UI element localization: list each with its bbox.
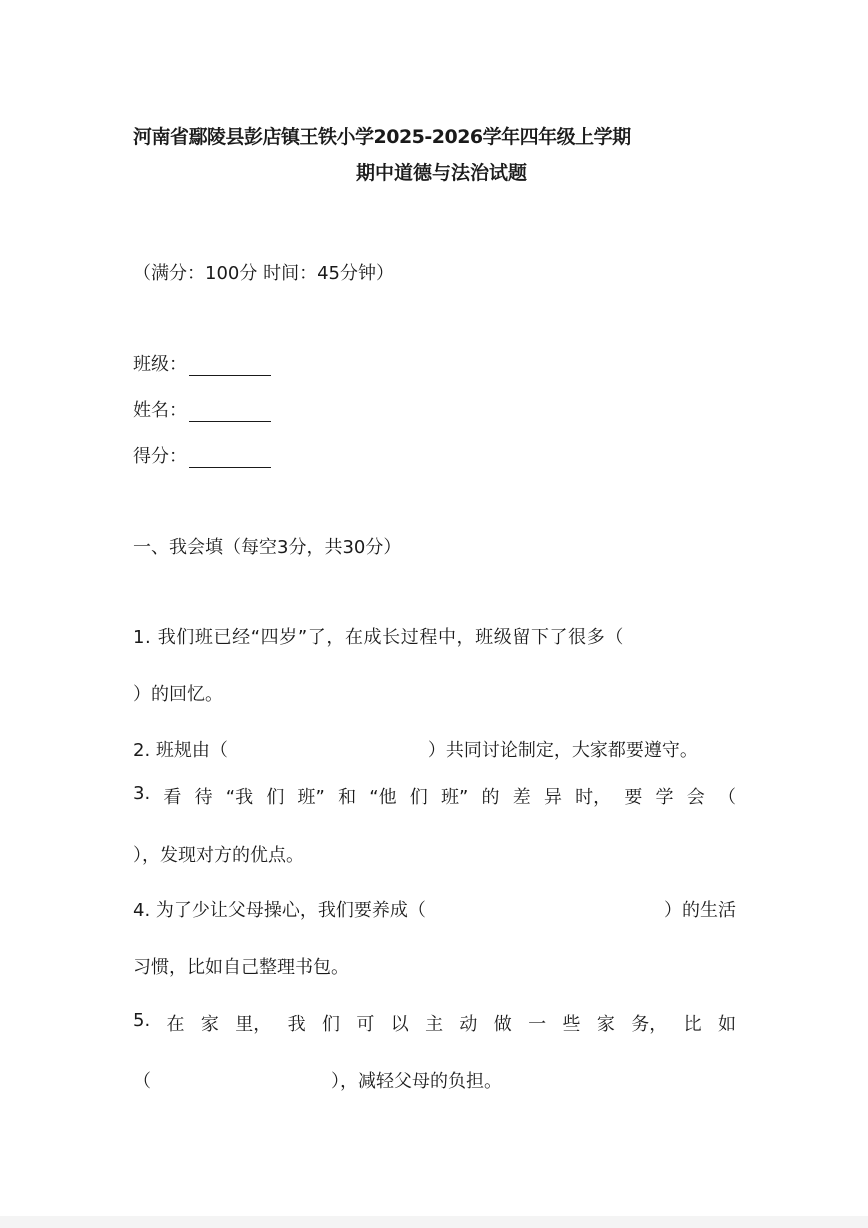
question-2: [133, 736, 736, 762]
question-5-end: ），减轻父母的负担。: [331, 1071, 502, 1092]
name-blank[interactable]: [189, 401, 271, 422]
class-blank[interactable]: [189, 355, 271, 376]
question-3-line1: [133, 783, 736, 809]
exam-title-line1: 河南省鄢陵县彭店镇王铁小学2025-2026学年四年级上学期: [133, 126, 631, 148]
q3-char: 班”: [297, 787, 325, 808]
class-label: 班级：: [133, 354, 187, 375]
section-heading: 一、我会填（每空3分，共30分）: [133, 537, 402, 558]
exam-title-line2: 期中道德与法治试题: [356, 162, 528, 184]
q5-char: 如: [717, 1014, 736, 1035]
q3-char: 班”: [441, 787, 469, 808]
question-1-line1: 1. 我们班已经“四岁”了，在成长过程中，班级留下了很多（: [133, 627, 624, 648]
q3-char: “他: [369, 787, 397, 808]
question-4-end: ）的生活: [664, 900, 736, 921]
question-5-open: （: [133, 1071, 151, 1092]
exam-meta: （满分：100分 时间：45分钟）: [133, 263, 394, 284]
q3-char: 时，: [575, 787, 612, 808]
question-2-start: 2. 班规由（: [133, 740, 228, 761]
q3-char: 学: [655, 787, 674, 808]
q3-char: 的: [481, 787, 500, 808]
question-1-line2: ）的回忆。: [133, 684, 223, 705]
question-4-line1: [133, 896, 736, 922]
q5-char: 里，: [235, 1014, 272, 1035]
score-blank[interactable]: [189, 447, 271, 468]
name-field: [133, 396, 271, 422]
q3-char: 们: [266, 787, 285, 808]
q3-char: 异: [543, 787, 562, 808]
q5-char: 以: [390, 1014, 409, 1035]
q5-char: 家: [200, 1014, 219, 1035]
q3-char: 和: [338, 787, 357, 808]
q5-char: 主: [425, 1014, 444, 1035]
q5-char: 做: [493, 1014, 512, 1035]
q5-char: 些: [562, 1014, 581, 1035]
name-label: 姓名：: [133, 400, 187, 421]
q5-char: 一: [528, 1014, 547, 1035]
q5-char: 动: [459, 1014, 478, 1035]
question-4-start: 4. 为了少让父母操心，我们要养成（: [133, 900, 426, 921]
q5-char: 在: [166, 1014, 185, 1035]
q5-char: 可: [356, 1014, 375, 1035]
class-field: [133, 350, 271, 376]
question-4-line2: 习惯，比如自己整理书包。: [133, 957, 349, 978]
page-bottom-edge: [0, 1216, 868, 1228]
q5-char: 务，: [631, 1014, 668, 1035]
score-label: 得分：: [133, 446, 187, 467]
score-field: [133, 442, 271, 468]
q5-char: 们: [321, 1014, 340, 1035]
question-3-line2: ），发现对方的优点。: [133, 845, 304, 866]
q3-char: 们: [409, 787, 428, 808]
q3-char: 差: [512, 787, 531, 808]
q5-char: 我: [287, 1014, 306, 1035]
q3-char: 看: [163, 787, 182, 808]
question-5-line1: [133, 1010, 736, 1036]
q3-char: “我: [225, 787, 254, 808]
question-5-line2: [133, 1067, 736, 1093]
q3-char: 3.: [133, 783, 151, 804]
q3-char: 要: [624, 787, 643, 808]
q3-char: 会: [686, 787, 705, 808]
q5-char: 家: [596, 1014, 615, 1035]
q5-char: 比: [683, 1014, 702, 1035]
q3-char: （: [717, 787, 736, 808]
q3-char: 待: [194, 787, 213, 808]
question-2-end: ）共同讨论制定，大家都要遵守。: [427, 740, 698, 761]
q5-char: 5.: [133, 1010, 151, 1031]
